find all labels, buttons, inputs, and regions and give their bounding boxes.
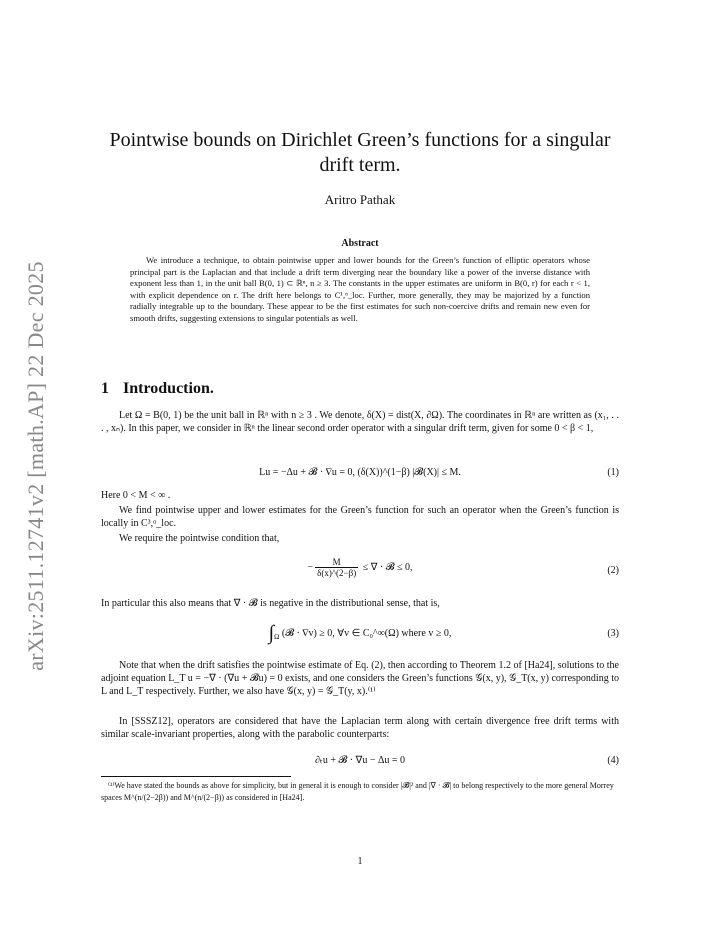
equation-2-numerator: M [315,557,358,568]
intro-paragraph-4: We require the pointwise condition that, [119,533,280,544]
section-number: 1 [101,380,109,397]
equation-4 [101,755,619,769]
intro-paragraph-5: In particular this also means that ∇ · 𝓑 is negative in the distributional sense, that is, [101,598,440,609]
paper-author: Aritro Pathak [324,192,396,207]
equation-4-body: ∂ₜu + 𝓑 · ∇u − Δu = 0 [314,755,406,766]
equation-2-rhs: ≤ ∇ · 𝓑 ≤ 0, [360,561,413,573]
section-title: Introduction. [123,380,214,397]
equation-3-body [101,622,619,645]
section-heading [101,380,214,398]
intro-paragraph-6: Note that when the drift satisfies the pointwise estimate of Eq. (2), then according to Theorem 1.2 of [Ha24], solutions to the adjoint equation L_T u = −∇ · (∇u + 𝓑u) = 0 exists, and one considers the Green’s functions 𝒢(x, y), 𝒢_T(x, y) corresponding to L and L_T respectively. Further, we also have 𝒢(x, y) = 𝒢_T(y, x).⁽¹⁾ [101,660,619,697]
equation-2-fraction [315,557,358,578]
integral-sign: ∫ [268,622,275,644]
equation-2-denominator: δ(x)^(2−β) [317,568,357,578]
equation-3-integrand: (𝓑 · ∇v) ≥ 0, ∀v ∈ C₀^∞(Ω) where v ≥ 0, [281,627,452,639]
equation-3-domain: Ω [274,632,280,641]
equation-2 [101,557,619,587]
abstract-heading: Abstract [341,238,379,249]
intro-paragraph-3: We find pointwise upper and lower estimates for the Green’s function for such an operator when the Green’s function is locally in C³,ᵅ_loc. [101,505,619,529]
equation-1-body: Lu = −Δu + 𝓑 · ∇u = 0, (δ(X))^(1−β) |𝓑(X)| ≤ M. [259,467,461,478]
equation-3 [101,622,619,652]
intro-paragraph-2: Here 0 < M < ∞ . [101,490,171,501]
arxiv-identifier-stamp: arXiv:2511.12741v2 [math.AP] 22 Dec 2025 [23,261,48,671]
equation-4-tag: (4) [607,755,619,766]
equation-3-tag: (3) [607,628,619,639]
footnote-1: ⁽¹⁾We have stated the bounds as above for simplicity, but in general it is enough to consider |𝓑|² and |∇ · 𝓑| to belong respectively to the more general Morrey spaces M^(n/(2−2β)) and M^(n/(2−β)) as considered in [Ha24]. [101,781,614,802]
footnote-rule [101,776,291,777]
equation-2-tag: (2) [607,565,619,576]
page-number: 1 [357,856,363,867]
equation-2-body: − $\frac{M}{\delta(x)\^{}(2-\beta)}$ ≤ ∇ · 𝓑 ≤ 0, [307,557,413,578]
abstract-body: We introduce a technique, to obtain pointwise upper and lower bounds for the Green’s function of elliptic operators whose principal part is the Laplacian and that include a drift term diverging near the boundary like a power of the inverse distance with exponent less than 1, in the unit ball B(0, 1) ⊂ ℝⁿ, n ≥ 3. The constants in the upper estimates are uniform in B(0, r) for each r < 1, with explicit dependence on r. The drift here belongs to C¹,ᵅ_loc. Further, more generally, they may be majorized by a function radially integrable up to the boundary. These appear to be the first estimates for such non-coercive drifts and remain new even for smooth drifts, suggesting extensions to singular potentials as well. [130,255,590,323]
paper-title: Pointwise bounds on Dirichlet Green’s functions for a singular drift term. [109,129,611,176]
equation-1-tag: (1) [607,467,619,478]
equation-1 [101,467,619,481]
intro-paragraph-1: Let Ω = B(0, 1) be the unit ball in ℝⁿ with n ≥ 3 . We denote, δ(X) = dist(X, ∂Ω). The coordinates in ℝⁿ are written as (x₁, . . . , xₙ). In this paper, we consider in ℝⁿ the linear second order operator with a singular drift term, given for some 0 < β < 1, [101,410,619,434]
intro-paragraph-7: In [SSSZ12], operators are considered that have the Laplacian term along with certain divergence free drift terms with similar scale-invariant properties, along with the parabolic counterparts: [101,716,619,740]
